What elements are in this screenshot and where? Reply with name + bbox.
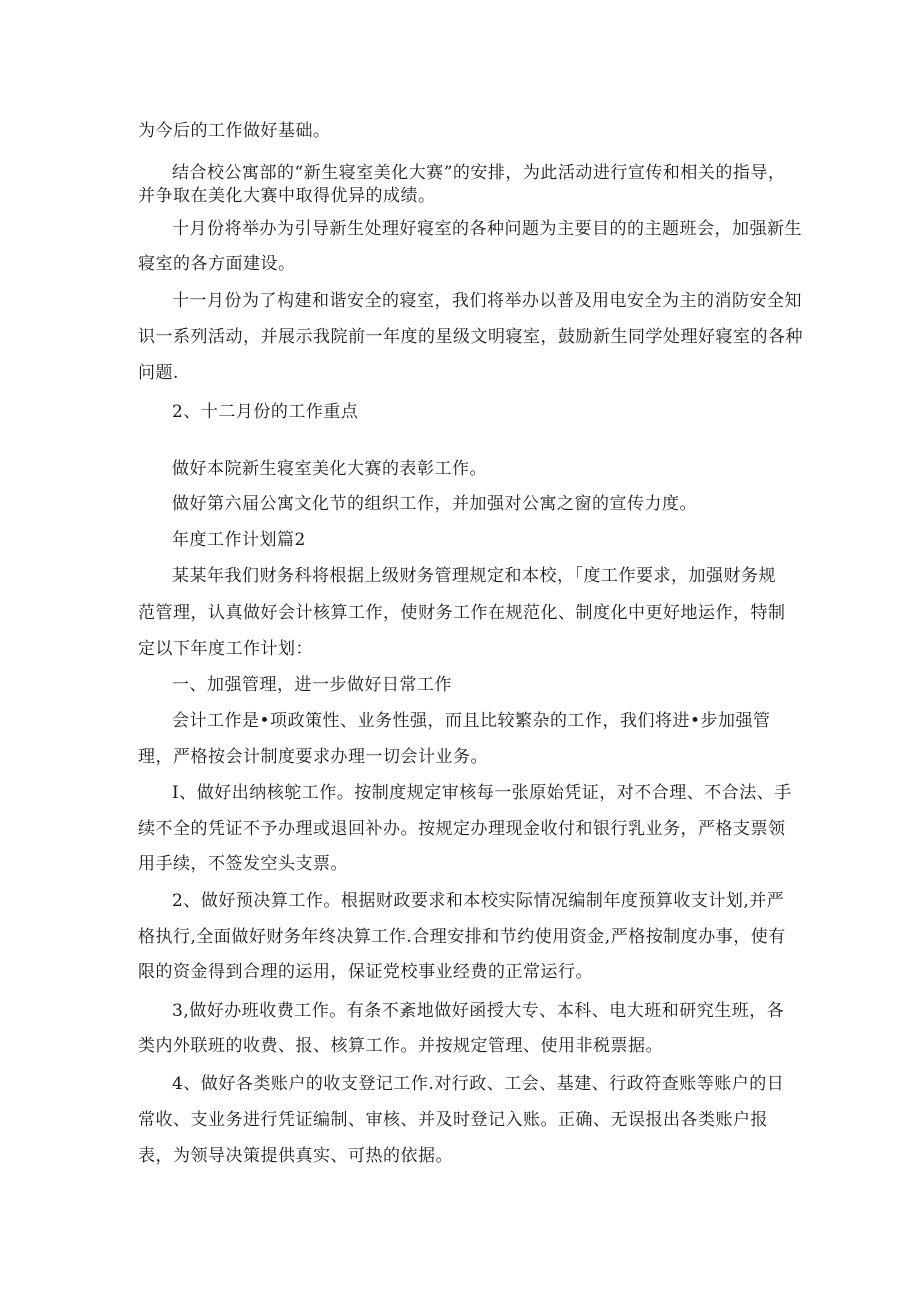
text-line: 4、做好各类账户的收支登记工作.对行政、工会、基建、行政符查账等账户的日 <box>172 1074 785 1094</box>
text-line: 用手续，不签发空头支票。 <box>138 854 348 874</box>
text-line: 并争取在美化大赛中取得优异的成绩。 <box>138 186 436 206</box>
text-line: 会计工作是•项政策性、业务性强，而且比较繁杂的工作，我们将进•步加强管 <box>172 711 771 731</box>
text-line: 识一系列活动，并展示我院前一年度的星级文明寝室，鼓励新生同学处理好寝室的各种 <box>138 327 803 347</box>
text-line: 十月份将举办为引导新生处理好寝室的各种问题为主要目的的主题班会，加强新生 <box>172 219 802 239</box>
section-heading: 2、十二月份的工作重点 <box>172 402 359 422</box>
text-line: 为今后的工作做好基础。 <box>138 121 331 141</box>
text-line: 范管理，认真做好会计核算工作，使财务工作在规范化、制度化中更好地运作，特制 <box>138 603 786 623</box>
text-line: 续不全的凭证不予办理或退回补办。按规定办理现金收付和银行乳业务，严格支票领 <box>138 819 786 839</box>
text-line: 做好本院新生寝室美化大赛的表彰工作。 <box>172 459 487 479</box>
text-line: 结合校公寓部的“新生寝室美化大赛”的安排，为此活动进行宣传和相关的指导， <box>172 163 786 183</box>
text-line: 2、做好预决算工作。根据财政要求和本校实际情况编制年度预算收支计划,并严 <box>172 891 785 911</box>
text-line: 十一月份为了构建和谐安全的寝室，我们将举办以普及用电安全为主的消防安全知 <box>172 291 802 311</box>
text-line: 常收、支业务进行凭证编制、审核、并及时登记入账。正确、无误报出各类账户报 <box>138 1110 768 1130</box>
text-line: 寝室的各方面建设。 <box>138 254 296 274</box>
text-line: 类内外联班的收费、报、核算工作。并按规定管理、使用非税票据。 <box>138 1036 663 1056</box>
text-line: 表，为领导决策提供真实、可热的依据。 <box>138 1146 453 1166</box>
text-line: 做好第六届公寓文化节的组织工作，并加强对公寓之窗的宣传力度。 <box>172 494 697 514</box>
article-title: 年度工作计划篇2 <box>172 530 306 550</box>
text-line: 定以下年度工作计划： <box>138 639 313 659</box>
text-line: 3,做好办班收费工作。有条不紊地做好函授大专、本科、电大班和研究生班，各 <box>172 1001 785 1021</box>
section-heading: 一、加强管理，进一步做好日常工作 <box>172 675 452 695</box>
text-line: 理，严格按会计制度要求办理一切会计业务。 <box>138 747 488 767</box>
text-line: 格执行,全面做好财务年终决算工作.合理安排和节约使用资金,严格按制度办事，使有 <box>138 927 786 947</box>
text-line: 限的资金得到合理的运用，保证党校事业经费的正常运行。 <box>138 962 593 982</box>
text-line: 问题. <box>138 363 179 383</box>
text-line: 某某年我们财务科将根据上级财务管理规定和本校，「度工作要求，加强财务规 <box>172 566 776 586</box>
text-line: I、做好出纳核鸵工作。按制度规定审核每一张原始凭证，对不合理、不合法、手 <box>172 783 792 803</box>
